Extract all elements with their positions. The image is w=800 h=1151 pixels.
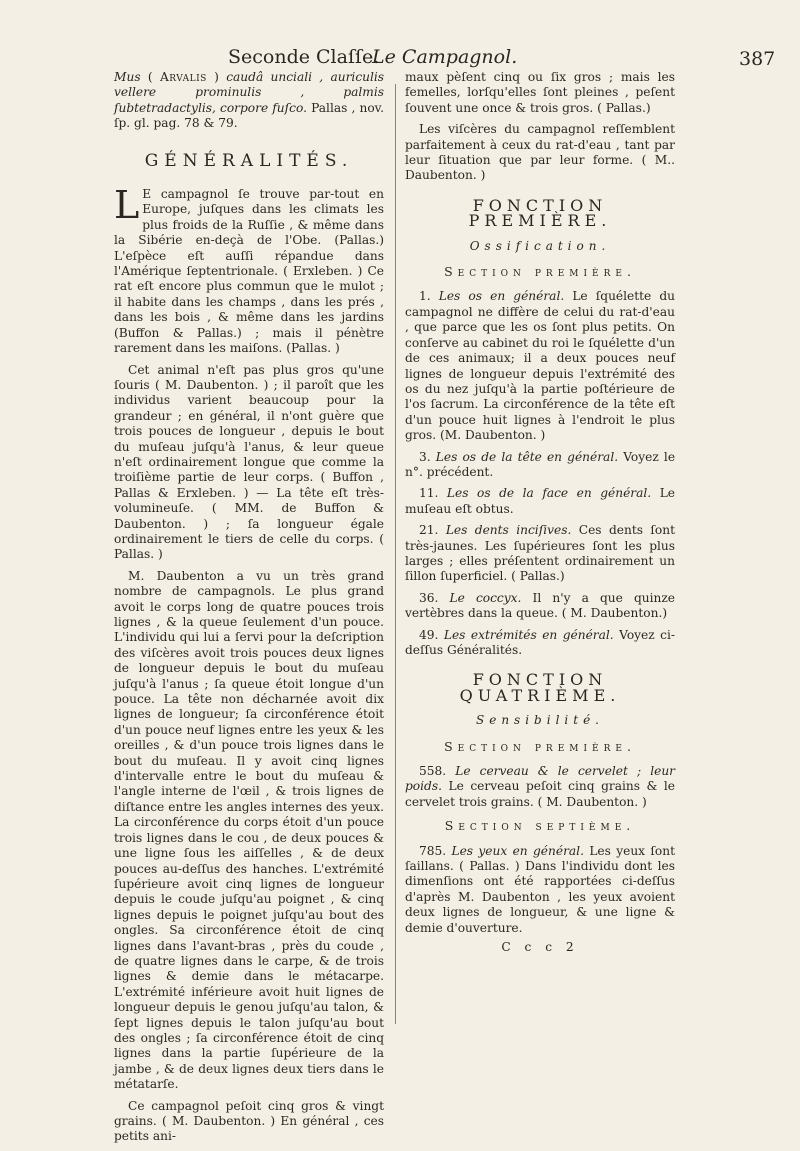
entry-title: Les os de la face en général. <box>446 486 652 501</box>
entry-number: 21. <box>419 523 439 538</box>
page-number: 387 <box>739 48 776 70</box>
entry-text: Ces dents ſont très-jaunes. Les ſupérieures ſont les plus larges ; elles préſentent ordinairement un ſillon ſuperficiel. ( Pallas.) <box>405 523 676 584</box>
entry-36 <box>405 591 675 622</box>
entry-text: Voyez le n°. précédent. <box>405 449 676 479</box>
fonction-premiere-heading: FONCTION PREMIÈRE. <box>468 195 612 231</box>
entry-title: Les os en général. <box>438 289 565 304</box>
paragraph-3: M. Daubenton a vu un très grand nombre de campagnols. Le plus grand avoit le corps long de quatre pouces trois lignes , & la queue ſeulement d'un pouce. L'individu qui lui a ſervi pour la deſcription des viſcères avoit trois pouces deux lignes de longueur depuis le bout du muſeau juſqu'à l'anus ; ſa queue étoit longue d'un pouce. La tête non décharnée avoit dix lignes de longueur; ſa circonférence étoit d'un pouce neuf lignes entre les yeux & les oreilles , & d'un pouce trois lignes dans le bout du muſeau. Il y avoit cinq lignes d'intervalle entre le bout du muſeau & l'angle interne de l'œil , & trois lignes de diſtance entre les angles internes des yeux. La circonférence du corps étoit d'un pouce trois lignes dans le cou , de deux pouces & une ligne ſous les aiſſelles , & de deux pouces au-deſſus des hanches. L'extrémité ſupérieure avoit cinq lignes de longueur depuis le coude juſqu'au poignet , & cinq lignes depuis le poignet juſqu'au bout des ongles. Sa circonférence étoit de cinq lignes dans l'avant-bras , près du coude , de quatre lignes dans le carpe, & de trois lignes & demie dans le métacarpe. L'extrémité inférieure avoit huit lignes de longueur depuis le genou juſqu'au talon, & ſept lignes depuis le talon juſqu'au bout des ongles ; ſa circonférence étoit de cinq lignes dans la partie ſupérieure de la jambe , & de deux lignes deux tiers dans le métatarſe. <box>114 568 384 1092</box>
section-septieme-heading: Section septième. <box>444 818 636 834</box>
entry-number: 1. <box>419 289 431 304</box>
entry-785 <box>405 844 675 936</box>
running-head-left: Seconde Claſſe. <box>228 46 380 68</box>
section-premiere-heading: Section première. <box>444 264 636 280</box>
sensibilite-heading: Sensibilité. <box>476 713 604 728</box>
entry-title: Les dents inciſives. <box>445 523 572 538</box>
entry-number: 558. <box>419 764 447 779</box>
column-divider <box>395 84 396 1024</box>
entry-558 <box>405 764 675 810</box>
latin-description: caudâ unciali , auriculis vellere prominulis , palmis ſubtetradactylis, corpore fuſco. <box>114 70 385 115</box>
entry-title: Les extrémités en général. <box>443 627 614 642</box>
close-paren: ) <box>214 70 219 84</box>
entry-1 <box>405 289 675 443</box>
bibliographic-reference: Pallas , nov. ſp. gl. pag. 78 & 79. <box>114 100 384 131</box>
species-intro <box>114 70 384 132</box>
entry-text: Le cerveau peſoit cinq grains & le cervelet trois grains. ( M. Daubenton. ) <box>405 779 676 809</box>
entry-number: 785. <box>419 843 447 858</box>
paragraph-1-text: E campagnol ſe trouve par-tout en Europe, juſques dans les climats les plus froids de la Ruſſie , & même dans la Sibérie en-deçà de l'Obe. (Pallas.) L'eſpèce eſt auſſi répandue dans l'Amérique ſeptentrionale. ( Erxleben. ) Ce rat eſt encore plus commun que le mulot ; il habite dans les champs , dans les prés , dans les bois , & même dans les jardins (Buffon & Pallas.) ; mais il pénètre rarement dans les maiſons. (Pallas. ) <box>114 187 384 356</box>
entry-number: 49. <box>419 627 439 642</box>
drop-cap: L <box>114 183 140 228</box>
entry-title: Le coccyx. <box>449 590 522 605</box>
entry-title: Les os de la tête en général. <box>435 449 619 464</box>
entry-11 <box>405 486 675 517</box>
ossification-heading: Ossification. <box>469 238 611 253</box>
paragraph-1 <box>114 183 384 356</box>
section-heading-generalites: GÉNÉRALITÉS. <box>144 150 354 171</box>
left-column <box>114 70 384 1151</box>
right-column <box>405 70 675 956</box>
running-head-right: Le Campagnol. <box>372 46 518 68</box>
entry-21 <box>405 523 675 585</box>
paragraph-4: Ce campagnol peſoit cinq gros & vingt grains. ( M. Daubenton. ) En général , ces petits ani- <box>114 1098 384 1144</box>
entry-text: Le muſeau eſt obtus. <box>405 486 676 516</box>
latin-species: Arvalis <box>159 70 207 84</box>
entry-text: Les yeux ſont ſaillans. ( Pallas. ) Dans l'individu dont les dimenſions ont été rapportées ci-deſſus d'après M. Daubenton , les yeux avoient deux lignes de longueur, & une ligne & demie d'ouverture. <box>405 843 675 935</box>
open-paren: ( <box>147 70 153 84</box>
latin-genus: Mus <box>114 70 141 84</box>
fonction-quatrieme-heading: FONCTION QUATRIÈME. <box>459 670 621 705</box>
entry-49 <box>405 628 675 659</box>
entry-text: Le ſquélette du campagnol ne diffère de celui du rat-d'eau , que parce que les os ſont plus petits. On conſerve au cabinet du roi le ſquélette d'un de ces animaux; il a deux pouces neuf lignes de longueur depuis l'extrémité des os du nez juſqu'à la partie poſtérieure de l'os ſacrum. La circonférence de la tête eſt d'un pouce huit lignes à l'endroit le plus gros. (M. Daubenton. ) <box>405 289 676 443</box>
signature-mark: C c c 2 <box>501 940 579 955</box>
entry-text: Voyez ci-deſſus Généralités. <box>405 627 675 657</box>
entry-3 <box>405 450 675 481</box>
entry-number: 36. <box>419 590 439 605</box>
entry-title: Les yeux en général. <box>451 843 584 858</box>
entry-title: Le cerveau & le cervelet ; leur poids. <box>405 764 675 794</box>
continued-text: maux pèſent cinq ou ſix gros ; mais les femelles, lorſqu'elles ſont pleines , peſent ſouvent une once & trois gros. ( Pallas.) <box>405 70 675 115</box>
entry-text: Il n'y a que quinze vertèbres dans la queue. ( M. Daubenton.) <box>405 590 675 621</box>
entry-number: 3. <box>419 449 431 464</box>
paragraph-2: Cet animal n'eſt pas plus gros qu'une ſouris ( M. Daubenton. ) ; il paroît que les individus varient beaucoup pour la grandeur ; en général, il n'ont guère que trois pouces de longueur , depuis le bout du muſeau juſqu'à l'anus, & leur queue n'eſt ordinairement longue que comme la troiſième partie de leur corps. ( Buffon , Pallas & Erxleben. ) — La tête eſt très-volumineuſe. ( MM. de Buffon & Daubenton. ) ; ſa longueur égale ordinairement le tiers de celle du corps. ( Pallas. ) <box>114 362 384 562</box>
section-premiere-heading-2: Section première. <box>444 738 636 754</box>
paragraph-visceres: Les viſcères du campagnol reſſemblent parfaitement à ceux du rat-d'eau , tant par leur ſituation que par leur forme. ( M.. Daubenton. ) <box>405 122 675 183</box>
entry-number: 11. <box>419 486 439 501</box>
